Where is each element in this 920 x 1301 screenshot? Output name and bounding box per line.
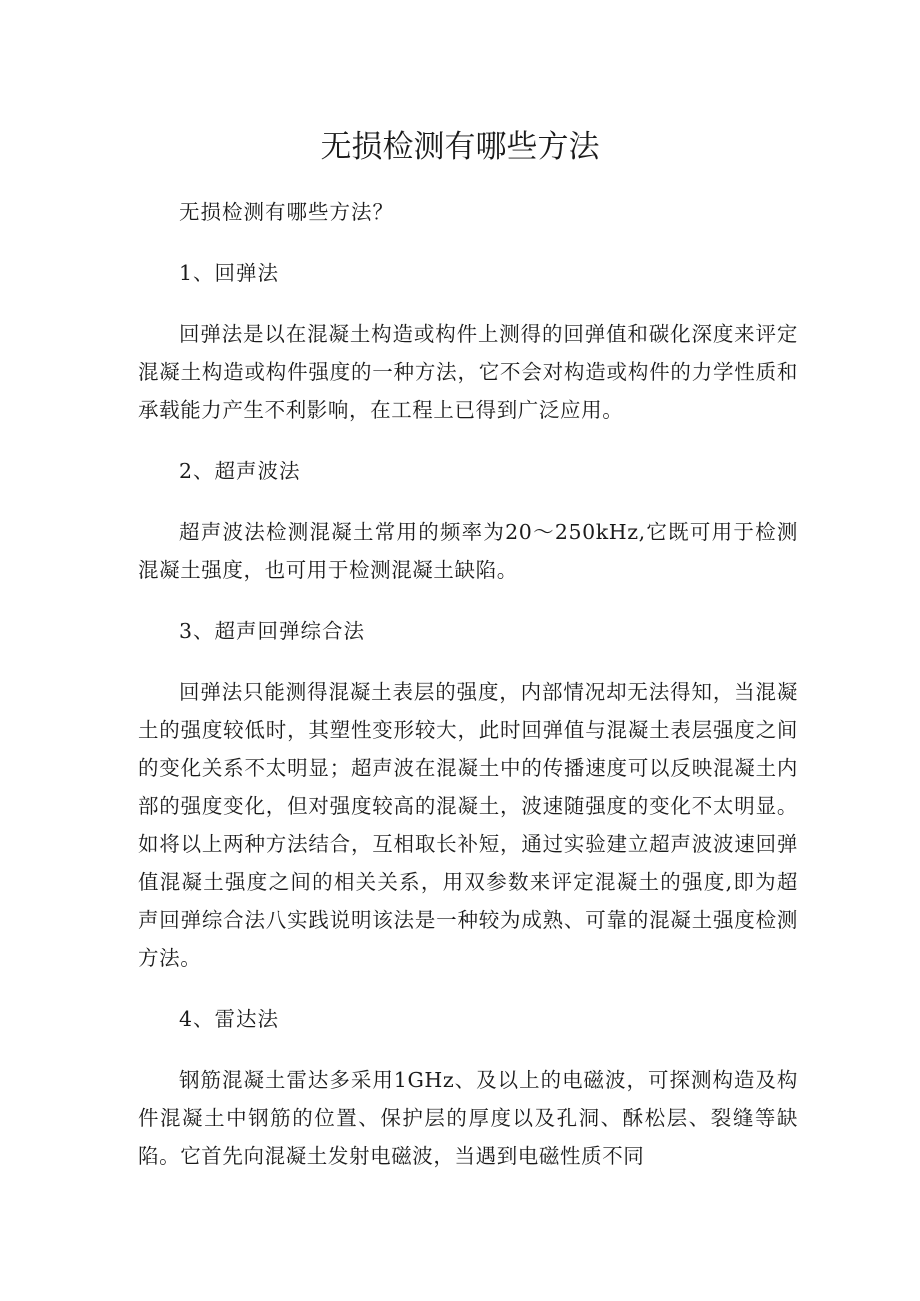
- section-body-ultrasonic: 超声波法检测混凝土常用的频率为20～250kHz,它既可用于检测混凝土强度，也可用于检测混凝土缺陷。: [138, 520, 798, 582]
- section-heading-rebound: 1、回弹法: [179, 261, 280, 285]
- intro-question: 无损检测有哪些方法？: [179, 200, 394, 224]
- section-heading-combined: 3、超声回弹综合法: [179, 619, 366, 643]
- section-heading-radar: 4、雷达法: [179, 1007, 280, 1031]
- section-body-radar: 钢筋混凝土雷达多采用1GHz、及以上的电磁波，可探测构造及构件混凝土中钢筋的位置、保护层的厚度以及孔洞、酥松层、裂缝等缺陷。它首先向混凝土发射电磁波，当遇到电磁性质不同: [138, 1068, 798, 1168]
- section-body-rebound: 回弹法是以在混凝土构造或构件上测得的回弹值和碳化深度来评定混凝土构造或构件强度的一种方法，它不会对构造或构件的力学性质和承载能力产生不利影响，在工程上已得到广泛应用。: [138, 322, 798, 422]
- section-body-combined: 回弹法只能测得混凝土表层的强度，内部情况却无法得知，当混凝土的强度较低时，其塑性变形较大，此时回弹值与混凝土表层强度之间的变化关系不太明显；超声波在混凝土中的传播速度可以反映混凝土内部的强度变化，但对强度较高的混凝土，波速随强度的变化不太明显。如将以上两种方法结合，互相取长补短，通过实验建立超声波波速回弹值混凝土强度之间的相关关系，用双参数来评定混凝土的强度,即为超声回弹综合法八实践说明该法是一种较为成熟、可靠的混凝土强度检测方法。: [138, 680, 798, 970]
- page-title: 无损检测有哪些方法: [320, 129, 600, 165]
- document-body: [138, 193, 798, 1198]
- section-heading-ultrasonic: 2、超声波法: [179, 459, 301, 483]
